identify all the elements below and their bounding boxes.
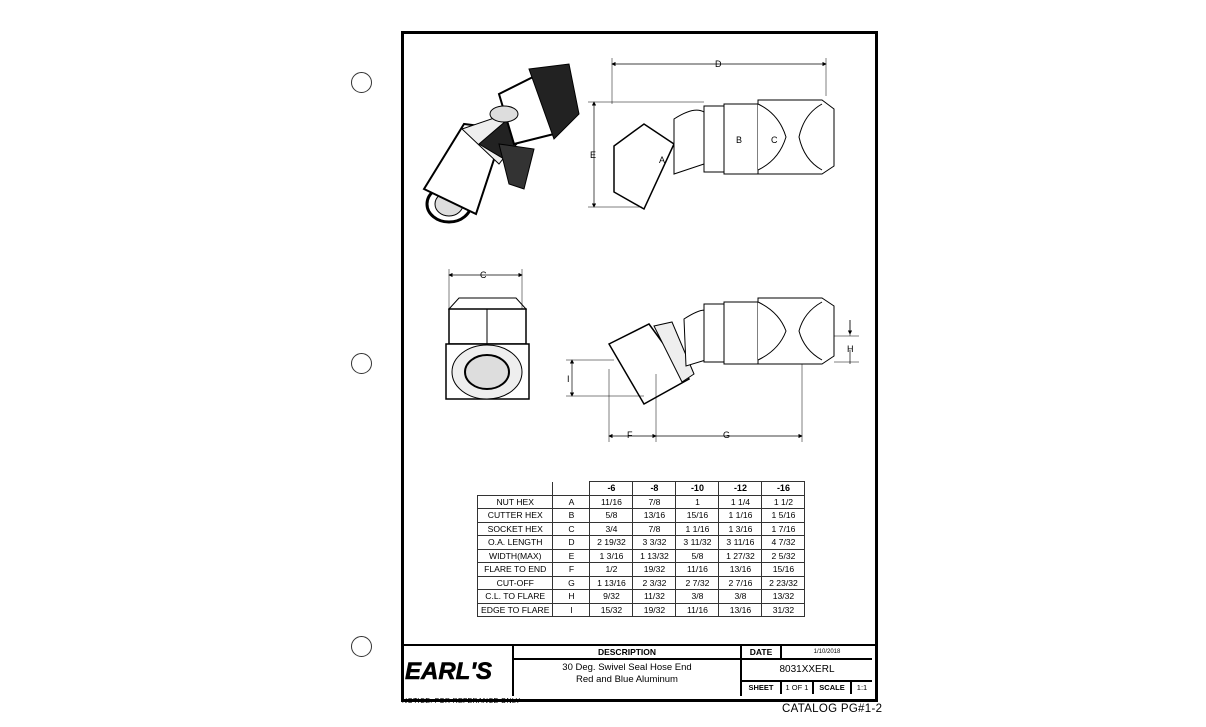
svg-text:C: C	[480, 270, 487, 280]
row-label: O.A. LENGTH	[478, 536, 553, 550]
table-cell: 15/16	[762, 563, 805, 577]
table-cell: 1/2	[590, 563, 633, 577]
table-row	[478, 522, 805, 536]
row-letter: A	[553, 495, 590, 509]
table-cell: 13/16	[719, 603, 762, 617]
description-field	[514, 660, 742, 696]
front-view	[446, 298, 529, 399]
table-cell: 1 1/16	[676, 522, 719, 536]
isometric-view	[424, 64, 579, 222]
table-cell: 2 23/32	[762, 576, 805, 590]
svg-text:A: A	[659, 155, 666, 165]
table-row	[478, 563, 805, 577]
row-label: NUT HEX	[478, 495, 553, 509]
table-cell: 2 7/16	[719, 576, 762, 590]
table-row	[478, 549, 805, 563]
table-cell: 15/16	[676, 509, 719, 523]
table-row	[478, 576, 805, 590]
svg-text:G: G	[723, 430, 731, 440]
svg-text:B: B	[736, 135, 743, 145]
date-value: 1/10/2018	[782, 646, 872, 660]
table-header-row	[478, 482, 805, 496]
punch-hole-middle	[351, 353, 372, 374]
table-cell: 3/4	[590, 522, 633, 536]
row-letter: B	[553, 509, 590, 523]
table-cell: 13/16	[633, 509, 676, 523]
table-cell: 1 27/32	[719, 549, 762, 563]
table-row	[478, 603, 805, 617]
row-letter: E	[553, 549, 590, 563]
table-cell: 2 7/32	[676, 576, 719, 590]
dimensions-table	[477, 481, 805, 617]
scale-label: SCALE	[814, 682, 852, 694]
table-cell: 2 3/32	[633, 576, 676, 590]
table-cell: 1 1/4	[719, 495, 762, 509]
catalog-page: CATALOG PG#1-2	[782, 703, 883, 715]
row-letter: I	[553, 603, 590, 617]
table-cell: 13/32	[762, 590, 805, 604]
table-cell: 3 3/32	[633, 536, 676, 550]
row-letter: C	[553, 522, 590, 536]
description-line-1: 30 Deg. Swivel Seal Hose End	[562, 662, 692, 673]
description-line-2: Red and Blue Aluminum	[576, 674, 678, 685]
table-cell: 11/16	[676, 603, 719, 617]
technical-drawing	[404, 34, 875, 474]
table-cell: 19/32	[633, 603, 676, 617]
row-letter: F	[553, 563, 590, 577]
row-label: CUT-OFF	[478, 576, 553, 590]
row-label: SOCKET HEX	[478, 522, 553, 536]
svg-text:H: H	[847, 344, 854, 354]
row-letter: G	[553, 576, 590, 590]
header-cell	[478, 482, 553, 496]
svg-text:C: C	[771, 135, 778, 145]
table-cell: 1 7/16	[762, 522, 805, 536]
row-letter: H	[553, 590, 590, 604]
header-cell: -10	[676, 482, 719, 496]
table-row	[478, 590, 805, 604]
earls-logo	[401, 646, 514, 696]
table-cell: 9/32	[590, 590, 633, 604]
table-cell: 31/32	[762, 603, 805, 617]
table-row	[478, 536, 805, 550]
sheet-label: SHEET	[742, 682, 782, 694]
notice-text: NOTICE: FOR REFERANCE ONLY	[402, 698, 521, 705]
table-cell: 1 1/2	[762, 495, 805, 509]
svg-text:D: D	[715, 59, 722, 69]
header-cell	[553, 482, 590, 496]
header-cell: -12	[719, 482, 762, 496]
table-cell: 1 5/16	[762, 509, 805, 523]
table-cell: 13/16	[719, 563, 762, 577]
table-cell: 7/8	[633, 522, 676, 536]
table-cell: 3/8	[676, 590, 719, 604]
table-cell: 1 1/16	[719, 509, 762, 523]
row-label: EDGE TO FLARE	[478, 603, 553, 617]
svg-text:E: E	[590, 150, 597, 160]
punch-hole-bottom	[351, 636, 372, 657]
table-cell: 1 3/16	[719, 522, 762, 536]
table-cell: 19/32	[633, 563, 676, 577]
table-cell: 3 11/16	[719, 536, 762, 550]
table-cell: 5/8	[676, 549, 719, 563]
table-cell: 11/32	[633, 590, 676, 604]
table-cell: 15/32	[590, 603, 633, 617]
table-cell: 1 3/16	[590, 549, 633, 563]
part-number: 8031XXERL	[742, 660, 872, 682]
svg-text:EARL'S: EARL'S	[405, 658, 493, 684]
scale-value: 1:1	[856, 683, 868, 692]
table-cell: 3/8	[719, 590, 762, 604]
svg-text:I: I	[567, 374, 570, 384]
side-view-lower	[609, 298, 834, 404]
table-cell: 4 7/32	[762, 536, 805, 550]
table-cell: 1 13/16	[590, 576, 633, 590]
table-cell: 7/8	[633, 495, 676, 509]
sheet-scale-row	[742, 682, 872, 694]
table-cell: 11/16	[590, 495, 633, 509]
row-label: C.L. TO FLARE	[478, 590, 553, 604]
table-cell: 1	[676, 495, 719, 509]
table-cell: 5/8	[590, 509, 633, 523]
header-cell: -6	[590, 482, 633, 496]
sheet-value: 1 OF 1	[782, 682, 814, 694]
table-cell: 2 19/32	[590, 536, 633, 550]
table-cell: 1 13/32	[633, 549, 676, 563]
table-cell: 3 11/32	[676, 536, 719, 550]
header-cell: -16	[762, 482, 805, 496]
description-header: DESCRIPTION	[514, 646, 740, 660]
row-label: FLARE TO END	[478, 563, 553, 577]
table-row	[478, 495, 805, 509]
punch-hole-top	[351, 72, 372, 93]
row-label: WIDTH(MAX)	[478, 549, 553, 563]
table-cell: 2 5/32	[762, 549, 805, 563]
row-letter: D	[553, 536, 590, 550]
row-label: CUTTER HEX	[478, 509, 553, 523]
side-view-upper	[614, 100, 834, 209]
title-block	[401, 644, 875, 696]
table-cell: 11/16	[676, 563, 719, 577]
header-cell: -8	[633, 482, 676, 496]
table-row	[478, 509, 805, 523]
svg-text:F: F	[627, 430, 633, 440]
date-label: DATE	[742, 646, 782, 660]
